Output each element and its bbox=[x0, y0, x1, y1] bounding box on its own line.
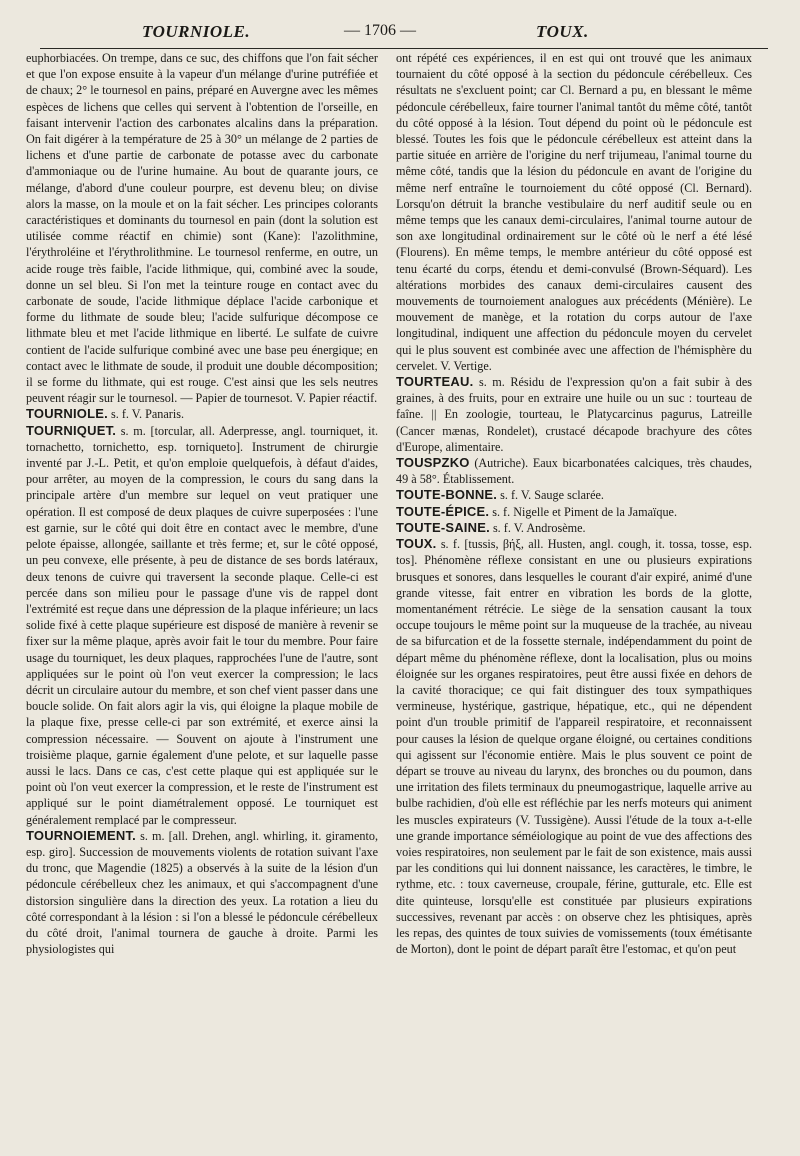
header-right-word: TOUX. bbox=[536, 22, 589, 41]
entry-head: TOURNIOLE. bbox=[26, 406, 108, 422]
entry bbox=[396, 520, 752, 536]
entry bbox=[396, 50, 752, 374]
entry-head: TOURTEAU. bbox=[396, 374, 474, 390]
entry-head: TOUTE-ÉPICE. bbox=[396, 503, 490, 519]
entry bbox=[396, 487, 752, 503]
page-header bbox=[40, 18, 768, 49]
entry bbox=[396, 455, 752, 487]
entry-text: euphorbiacées. On trempe, dans ce suc, des chiffons que l'on fait sécher et que l'on expose ensuite à la vapeur d'un mélange d'urine putréfiée et de chaux; 2° le tournesol en pains, préparé en Auvergne avec les mêmes espèces de lichens que celles qui servent à l'obtention de l'orseille, en faisant intervenir l'action des carbonates alcalins dans la préparation. On fait digérer à la température de 25 à 30° un mélange de 2 parties de lichens et d'une partie de carbonate de potasse avec du carbonate d'ammoniaque ou de l'urine humaine. Au bout de quarante jours, ce mélange, d'abord d'une couleur pourpre, est devenu bleu; on divise alors la masse, on la moule et on la fait sécher. Les principes colorants caractéristiques et dominants du tournesol en pain (dont la solution est utilisée comme réactif en chimie) sont (Kane): l'azolithmine, l'érythroléine et l'érythrolithmine. Le tournesol renferme, en outre, un acide rouge très faible, l'acide lithmique, qui, combiné avec la soude, donne un sel bleu. Si l'on met la teinture rouge en contact avec du carbonate de soude, l'acide lithmique déplace l'acide carbonique et forme du lithmate de soude bleu; l'acide sulfurique décompose ce lithmate bleu et met l'acide lithmique en liberté. Le sulfate de cuivre contient de l'acide sulfurique combiné avec une base peu énergique; en contact avec le lithmate de soude, il produit une double décomposition; il se forme du lithmate, qui est rouge. C'est ainsi que les sels neutres peuvent réagir sur le tournesol. — Papier de tournesot. V. Papier réactif. bbox=[26, 51, 378, 406]
entry bbox=[396, 374, 752, 455]
right-column bbox=[396, 50, 752, 1130]
entry bbox=[396, 504, 752, 520]
entry bbox=[396, 536, 752, 957]
entry-text: s. f. V. Panaris. bbox=[110, 407, 185, 422]
entry bbox=[26, 50, 378, 406]
entry-text: s. f. [tussis, βήξ, all. Husten, angl. cough, it. tossa, tosse, esp. tos]. Phénomène réflexe consistant en une ou plusieurs expirations brusques et sonores, dans lesquelles le courant d'air expiré, animé d'une grande vitesse, fait entrer en vibration les bords de la glotte, momentanément rétrécie. Le siège de la sensation causant la toux occupe toujours le même point sur la muqueuse de la trachée, au niveau de sa bifurcation et de la fossette sternale, indépendamment du point de départ même du phénomène réflexe, dont la localisation, plus ou moins éloignée sur les organes respiratoires, peut être aussi fixée en dehors de la cavité thoracique; ce qui fait distinguer des toux sympathiques vermineuse, hystérique, gastrique, hépatique, etc., qui ne dépendent point d'un trouble primitif de l'appareil respiratoire, et reconnaissent pour causes la lésion de quelque organe éloigné, ou certaines conditions qui agissent sur l'économie entière. Mais le plus souvent ce point de départ se trouve au niveau du larynx, des bronches ou du poumon, dans une irritation des filets terminaux du pneumogastrique, laquelle arrive au bulbe rachidien, d'où elle est réfléchie par les nerfs moteurs qui animent les muscles expirateurs (V. Tussigène). Aussi l'étude de la toux a-t-elle une grande importance séméiologique au point de vue des affections des voies respiratoires, non seulement par le fait de son existence, mais aussi par les conditions qui lui donnent naissance, les caractères, le timbre, le rythme, etc. : toux caverneuse, croupale, férine, gutturale, etc. Elle est dite quinteuse, lorsqu'elle est constituée par plusieurs expirations successives, revenant par accès : on observe chez les phtisiques, après les repas, des quintes de toux suivies de vomissements (toux émétisante de Morton), dont le point de départ paraît être l'estomac, et qu'on peut bbox=[396, 537, 752, 957]
entry bbox=[26, 406, 378, 422]
entry bbox=[26, 423, 378, 828]
entry-head: TOUX. bbox=[396, 536, 437, 552]
entry-text: s. f. Nigelle et Piment de la Jamaïque. bbox=[492, 504, 678, 519]
entry-text: ont répété ces expériences, il en est qui ont trouvé que les animaux tournaient du côté opposé à la section du pédoncule cérébelleux. Ces résultats ne s'excluent point; car Cl. Bernard a pu, en blessant le même pédoncule cérébelleux, faire tourner l'animal tantôt du même côté, tantôt du côté opposé à la lésion. Tout dépend du point où le pédoncule est blessé. Toutes les fois que le pédoncule cérébelleux est atteint dans la partie située en arrière de l'origine du nerf trijumeau, l'animal tourne du même côté, tandis que la lésion du pédoncule en avant de l'origine du même nerf entraîne le tournoiement du côté opposé (Cl. Bernard). Lorsqu'on détruit la branche vestibulaire du nerf auditif seule ou en même temps que les canaux demi-circulaires, l'animal tourne autour de son axe longitudinal ordinairement sur le côté où le nerf a été lésé (Flourens). En même temps, le membre antérieur du côté opposé est tenu écarté du corps, étendu et demi-convulsé (Brown-Séquard). Les altérations morbides des canaux demi-circulaires causent des mouvements de tournoiement analogues aux précédents (Ménière). Le mouvement de manège, et la rotation du corps autour de l'axe longitudinal, indiquent une affection du pédoncule moyen du cervelet qui le plus souvent est combinée avec une affection de l'hémisphère du cervelet. V. Vertige. bbox=[396, 51, 752, 373]
entry-text: s. f. V. Androsème. bbox=[492, 520, 586, 535]
entry-head: TOUTE-SAINE. bbox=[396, 519, 490, 535]
entry bbox=[26, 828, 378, 958]
entry-head: TOURNOIEMENT. bbox=[26, 827, 136, 843]
entry-head: TOUSPZKO bbox=[396, 455, 470, 471]
left-column bbox=[26, 50, 378, 1130]
entry-text: s. f. V. Sauge sclarée. bbox=[500, 488, 604, 503]
entry-head: TOUTE-BONNE. bbox=[396, 487, 498, 503]
page-number: — 1706 — bbox=[344, 22, 416, 39]
entry-text: (Autriche). Eaux bicarbonatées calciques, très chaudes, 49 à 58°. Établissement. bbox=[396, 456, 752, 487]
entry-text: s. m. [torcular, all. Aderpresse, angl. tourniquet, it. tornachetto, tornichetto, esp. torniqueto]. Instrument de chirurgie inventé par J.-L. Petit, et qu'on emploie quelquefois, à défaut d'aides, pour arrêter, au moyen de la compression, le cours du sang dans la principale artère d'un membre sur lequel on veut pratiquer une opération. Il est composé de deux plaques de cuivre superposées : l'une est garnie, sur le côté qui doit être en contact avec le membre, d'une pelote épaisse, allongée, saillante et très ferme; et, sur le côté opposé, un peu convexe, elle présente, à peu de distance de ses bords latéraux, deux tenons de cuivre qui traversent la seconde plaque. Celle-ci est percée dans son milieu pour le passage d'une vis de rappel dont l'extrémité est reçue dans une dépression de la plaque inférieure; un lacs solide fixé à cette plaque supérieure est disposé de manière à revenir se fixer sur la même plaque, après avoir fait le tour du membre. Pour faire usage du tourniquet, les deux plaques, rapprochées l'une de l'autre, sont appliquées sur le point où l'on veut exercer la compression; le lacs décrit un circulaire autour du membre, et son chef vient passer dans une boucle solide. On fait alors agir la vis, qui éloigne la plaque mobile de la plaque fixe, presse celle-ci par son extrémité, et exerce ainsi la compression nécessaire. — Souvent on ajoute à l'instrument une troisième plaque, garnie également d'une pelote, et sur laquelle passe aussi le lacs. Dans ce cas, c'est cette plaque qui est appliquée sur le point où l'on veut exercer la compression, et le reste de l'instrument est appliqué sur le point diamétralement opposé. Le tourniquet est généralement remplacé par le compresseur. bbox=[26, 423, 378, 827]
entry-head: TOURNIQUET. bbox=[26, 422, 117, 438]
entry-text: s. m. [all. Drehen, angl. whirling, it. giramento, esp. giro]. Succession de mouvements violents de rotation suivant l'axe du tronc, que Magendie (1825) a observés à la suite de la lésion d'un pédoncule cérébelleux chez les animaux, et qui s'accompagnent d'une distorsion singulière dans la direction des yeux. La rotation a lieu du côté correspondant à la lésion : si l'on a blessé le pédoncule cérébelleux du côté droit, l'animal tournera de gauche à droite. Parmi les physiologistes qui bbox=[26, 828, 378, 957]
entry-text: s. m. Résidu de l'expression qu'on a fait subir à des graines, à des fruits, pour en extraire une huile ou un suc : tourteau de faîne. || En zoologie, tourteau, le Platycarcinus pagurus, Latreille (Cancer mænas, Rondelet), crustacé décapode brachyure des côtes d'Europe, alimentaire. bbox=[396, 375, 752, 454]
header-left-word: TOURNIOLE. bbox=[142, 22, 251, 41]
